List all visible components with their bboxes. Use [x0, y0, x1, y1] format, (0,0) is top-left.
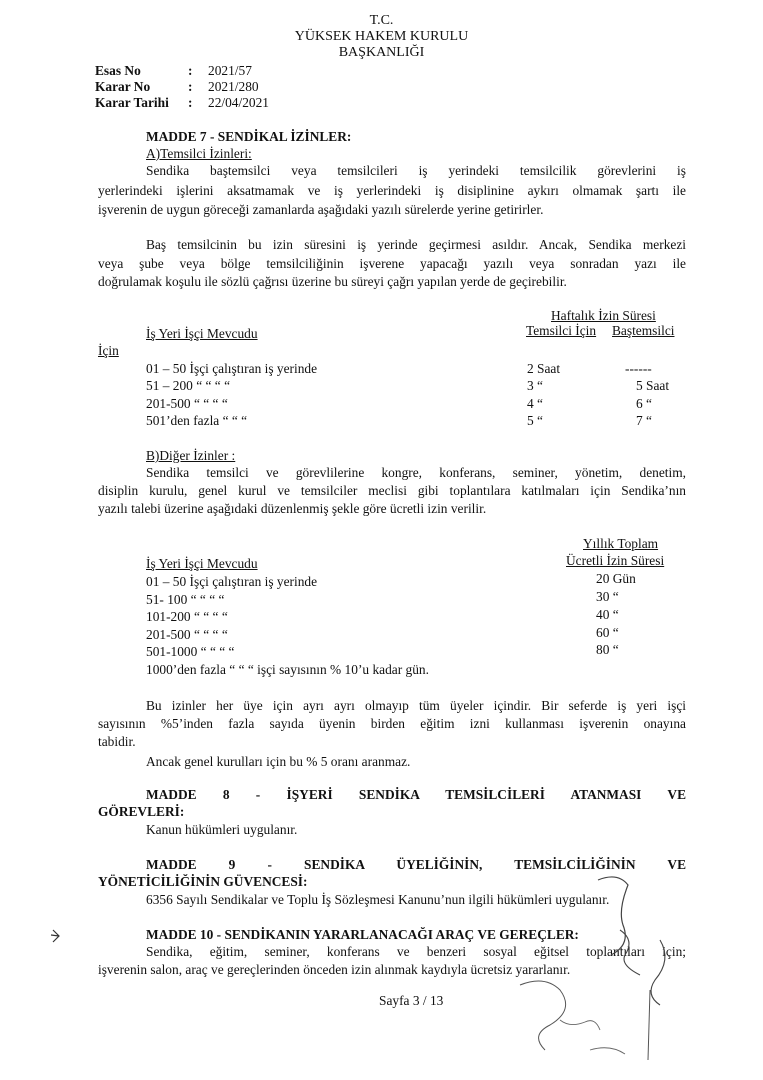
meta-value: 2021/57 — [208, 63, 252, 78]
header-presidency: BAŞKANLIĞI — [338, 45, 425, 60]
table2-title: Yıllık Toplam — [583, 536, 659, 551]
madde10-title: MADDE 10 - SENDİKANIN YARARLANACAĞI ARAÇ VE GEREÇLER: — [146, 927, 579, 942]
madde8-body: Kanun hükümleri uygulanır. — [146, 822, 298, 837]
paragraph-line: yazılı talebi üzerine aşağıdaki düzenlenmiş şekle göre ücretli izin verilir. — [98, 501, 487, 516]
paragraph-line: Sendika, eğitim, seminer, konferans ve benzeri sosyal eğitsel toplantıları için; — [146, 944, 686, 959]
table-row-label: 201-500 “ “ “ “ — [146, 627, 228, 642]
paragraph-line: yerlerindeki işlerini aksatmamak ve iş yerlerindeki iş disiplinine aykırı olmamak şartı ile — [98, 183, 686, 198]
table-row-label: 101-200 “ “ “ “ — [146, 609, 228, 624]
paragraph-line: disiplin kurulu, genel kurul ve temsilciler meclisi gibi toplantılara katılmaları için Sendika’nın — [98, 483, 686, 498]
table-row-label: 501’den fazla “ “ “ — [146, 413, 248, 428]
table-row-value: 80 “ — [596, 642, 619, 657]
table1-col-wrap: İçin — [98, 343, 119, 358]
table1-title: Haftalık İzin Süresi — [551, 308, 656, 323]
paragraph-line: sayısının %5’inden fazla sayıda üyenin birden eğitim izni kullanması işverenin onayına — [98, 716, 686, 731]
meta-label: Karar No — [95, 79, 151, 94]
madde8-title-cont: GÖREVLERİ: — [98, 804, 185, 819]
paragraph-line: Sendika temsilci ve görevlilerine kongre, konferans, seminer, yönetim, denetim, — [146, 465, 686, 480]
table1-col-workplace: İş Yeri İşçi Mevcudu — [146, 326, 258, 341]
table-row-a: 3 “ — [527, 378, 543, 393]
meta-label: Karar Tarihi — [95, 95, 169, 110]
paragraph-line: doğrulamak koşulu ile sözlü çağrısı üzerine bu süreyi çağrı yapılan yerde de geçirebilir. — [98, 274, 567, 289]
table-row-label: 01 – 50 İşçi çalıştıran iş yerinde — [146, 574, 318, 589]
meta-label: Esas No — [95, 63, 141, 78]
table-row-b: 6 “ — [636, 396, 652, 411]
meta-colon: : — [188, 79, 193, 94]
paragraph-line: Sendika baştemsilci veya temsilcileri iş yerindeki temsilcilik görevlerini iş — [146, 163, 686, 178]
madde9-title-cont: YÖNETİCİLİĞİNİN GÜVENCESİ: — [98, 874, 308, 889]
madde8-title: MADDE 8 - İŞYERİ SENDİKA TEMSİLCİLERİ ATANMASI VE — [146, 787, 686, 802]
table-row-label: 01 – 50 İşçi çalıştıran iş yerinde — [146, 361, 318, 376]
madde9-body: 6356 Sayılı Sendikalar ve Toplu İş Sözleşmesi Kanunu’nun ilgili hükümleri uygulanır. — [146, 892, 610, 907]
madde9-title: MADDE 9 - SENDİKA ÜYELİĞİNİN, TEMSİLCİLİĞİNİN VE — [146, 857, 686, 872]
table-row-a: 4 “ — [527, 396, 543, 411]
table-row-b: 7 “ — [636, 413, 652, 428]
table2-col-workplace: İş Yeri İşçi Mevcudu — [146, 556, 258, 571]
paragraph-line: işverenin de uygun göreceği zamanlarda aşağıdaki yazılı sürelerde yerine getirirler. — [98, 202, 544, 217]
table-row-value: 60 “ — [596, 625, 619, 640]
paragraph-line: veya şube veya bölge temsilciliğinin işverene yapacağı yazılı veya sonradan yazı ile — [98, 256, 686, 271]
table-row-value: 40 “ — [596, 607, 619, 622]
table-row-label: 51- 100 “ “ “ “ — [146, 592, 225, 607]
paragraph-line: Bu izinler her üye için ayrı ayrı olmayıp tüm üyeler içindir. Bir seferde iş yeri işçi — [146, 698, 686, 713]
table-row-value: 20 Gün — [596, 571, 636, 586]
meta-colon: : — [188, 63, 193, 78]
page-number: Sayfa 3 / 13 — [379, 993, 444, 1008]
table-row-label: 1000’den fazla “ “ “ işçi sayısının % 10’u kadar gün. — [146, 662, 429, 677]
madde7-title: MADDE 7 - SENDİKAL İZİNLER: — [146, 129, 352, 144]
table-row-b: ------ — [625, 361, 652, 376]
table2-subtitle: Ücretli İzin Süresi — [566, 553, 665, 568]
table1-col-head-representative: Baştemsilci — [612, 323, 675, 338]
meta-colon: : — [188, 95, 193, 110]
table-row-label: 501-1000 “ “ “ “ — [146, 644, 235, 659]
madde7-sub-b: B)Diğer İzinler : — [146, 448, 236, 463]
meta-value: 2021/280 — [208, 79, 259, 94]
table-row-value: 30 “ — [596, 589, 619, 604]
paragraph-line: Baş temsilcinin bu izin süresini iş yerinde geçirmesi asıldır. Ancak, Sendika merkezi — [146, 237, 686, 252]
table-row-a: 2 Saat — [527, 361, 561, 376]
table-row-label: 201-500 “ “ “ “ — [146, 396, 228, 411]
header-tc: T.C. — [369, 13, 394, 28]
table-row-label: 51 – 200 “ “ “ “ — [146, 378, 231, 393]
header-institution: YÜKSEK HAKEM KURULU — [294, 29, 469, 44]
table1-col-representative: Temsilci İçin — [526, 323, 597, 338]
paragraph-line: işverenin salon, araç ve gereçlerinden önceden izin alınmak kaydıyla ücretsiz yararlanır. — [98, 962, 571, 977]
paragraph-line: Ancak genel kurulları için bu % 5 oranı aranmaz. — [146, 754, 411, 769]
table-row-a: 5 “ — [527, 413, 543, 428]
paragraph-line: tabidir. — [98, 734, 136, 749]
meta-value: 22/04/2021 — [208, 95, 270, 110]
madde7-sub-a: A)Temsilci İzinleri: — [146, 146, 252, 161]
table-row-b: 5 Saat — [636, 378, 670, 393]
